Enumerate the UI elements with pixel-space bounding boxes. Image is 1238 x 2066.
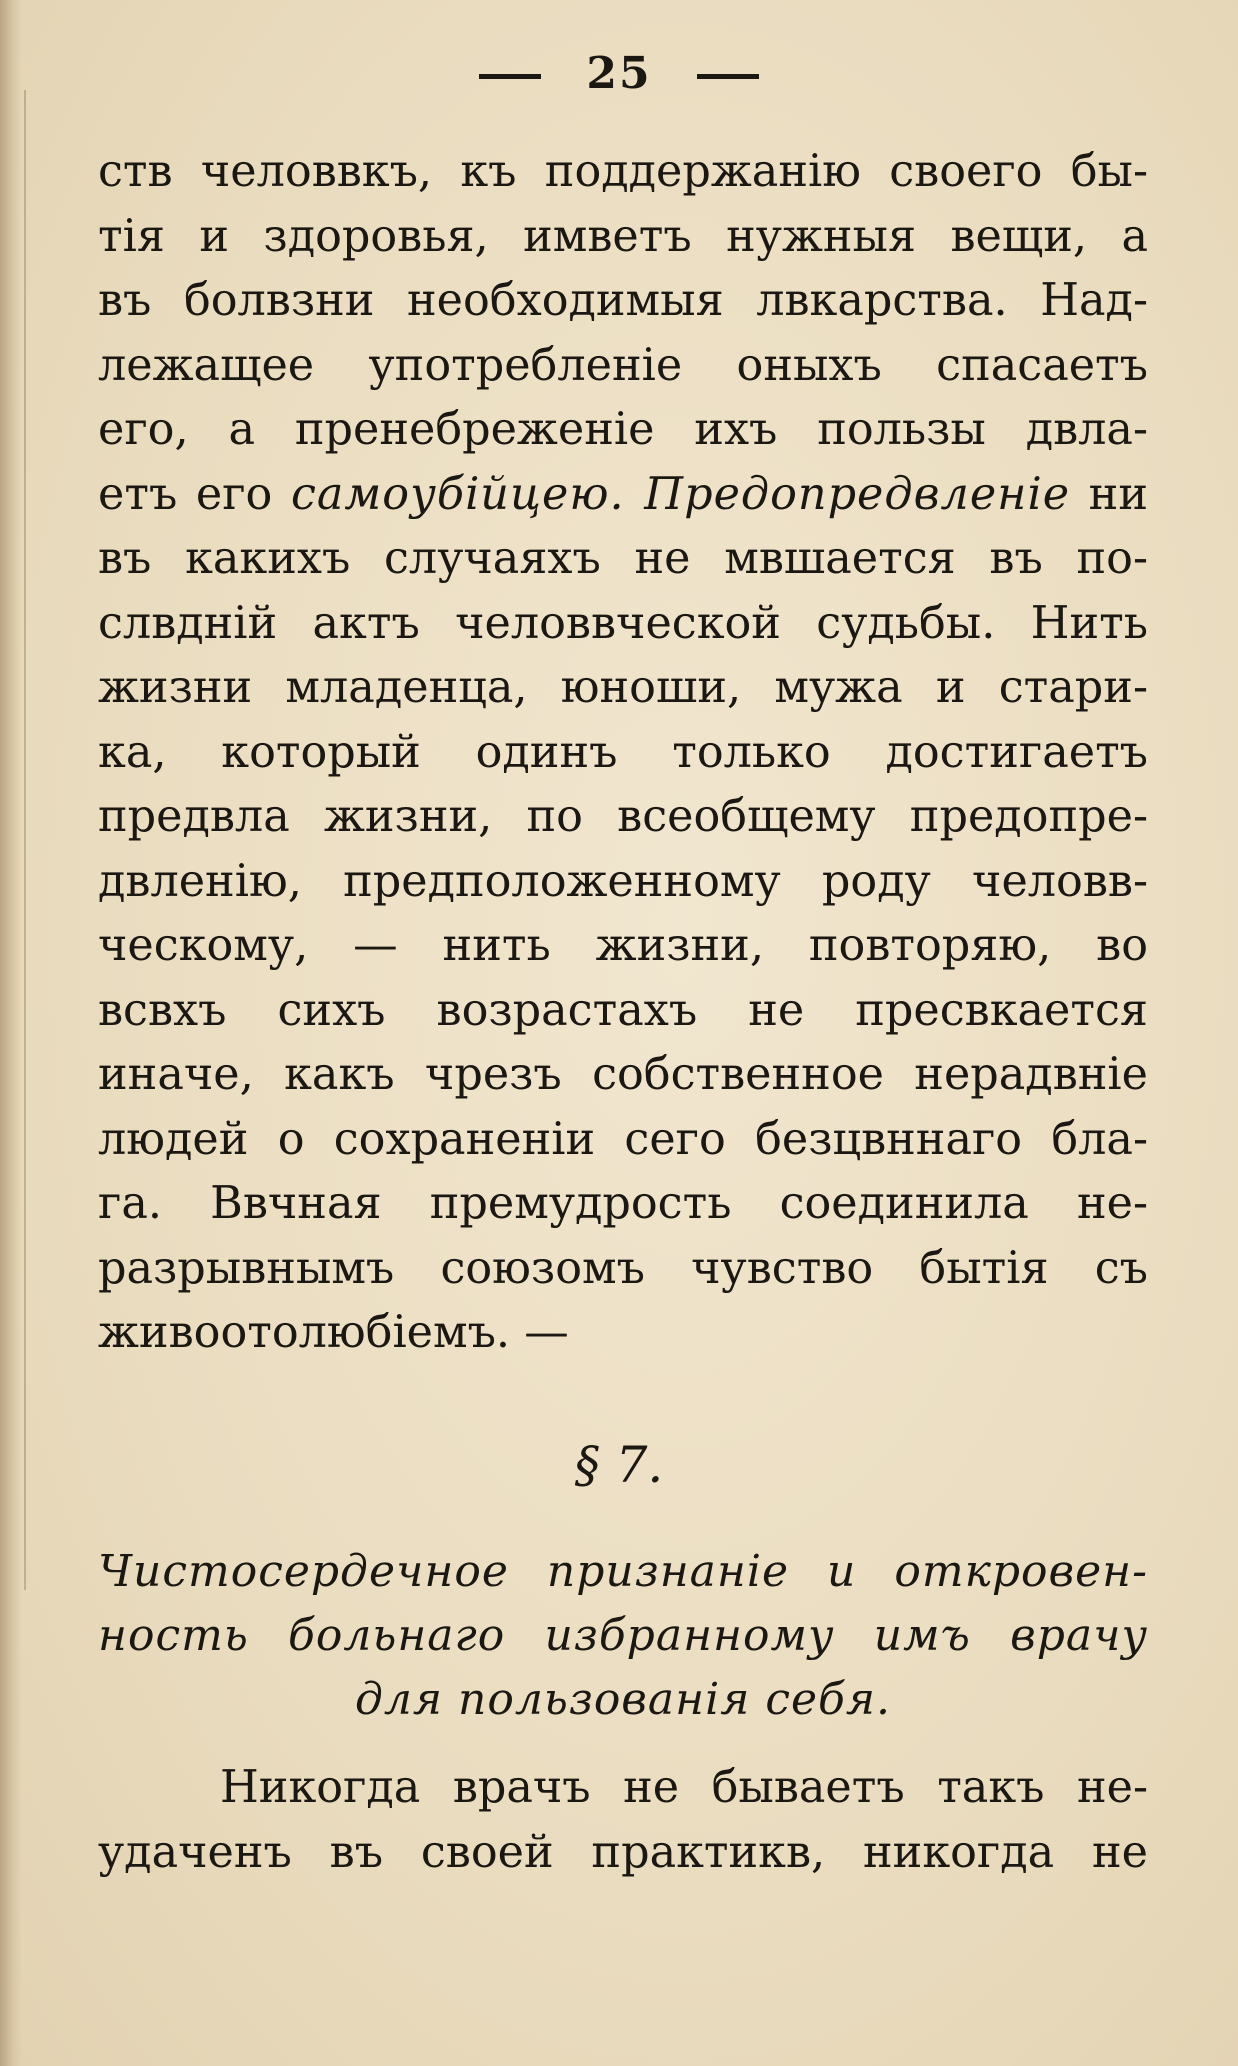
text-line: жизни младенца, юноши, мужа и стари- xyxy=(98,662,1148,713)
italic-phrase: самоубійцею. Предопредвленіе xyxy=(290,468,1071,520)
text-line: га. Ввчная премудрость соединила не- xyxy=(98,1178,1148,1229)
text-line: ств человвкъ, къ поддержанію своего бы- xyxy=(98,146,1148,197)
text-line: разрывнымъ союзомъ чувство бытія съ xyxy=(98,1242,1148,1294)
header-dash-right xyxy=(697,74,759,79)
paragraph-1 xyxy=(98,140,1148,1366)
paragraph-2 xyxy=(98,1756,1148,1885)
text-line: въ болвзни необходимыя лвкарства. Над- xyxy=(98,275,1148,326)
page-number: 25 xyxy=(586,48,652,99)
text-line: удаченъ въ своей практикв, никогда не xyxy=(98,1826,1148,1878)
text-line: иначе, какъ чрезъ собственное нерадвніе xyxy=(98,1049,1148,1100)
heading-line: Чистосердечное признаніе и откровен- xyxy=(98,1546,1148,1597)
page-header xyxy=(0,48,1238,99)
text-line: лежащее употребленіе оныхъ спасаетъ xyxy=(98,339,1148,391)
text-line: ческому, — нить жизни, повторяю, во xyxy=(98,920,1148,971)
text-line: всвхъ сихъ возрастахъ не пресвкается xyxy=(98,984,1148,1036)
text-line: людей о сохраненіи сего безцвннаго бла- xyxy=(98,1113,1148,1165)
text-line: слвдній актъ человвческой судьбы. Нить xyxy=(98,597,1148,649)
heading-line: для пользованія себя. xyxy=(355,1674,891,1725)
section-heading xyxy=(98,1540,1148,1732)
heading-line: ность больнаго избранному имъ врачу xyxy=(98,1610,1148,1661)
text-line: тія и здоровья, имветъ нужныя вещи, а xyxy=(98,210,1148,262)
text-line: етъ его самоубійцею. Предопредвленіе ни xyxy=(98,468,1148,520)
text-line: въ какихъ случаяхъ не мвшается въ по- xyxy=(98,533,1148,584)
text-line: живоотолюбіемъ. — xyxy=(98,1307,569,1358)
section-mark: § 7. xyxy=(574,1436,664,1494)
header-dash-left xyxy=(479,74,541,79)
text-line: его, а пренебреженіе ихъ пользы двла- xyxy=(98,404,1148,455)
text-line: предвла жизни, по всеобщему предопре- xyxy=(98,791,1148,842)
text-line: ка, который одинъ только достигаетъ xyxy=(98,726,1148,778)
text-line: Никогда врачъ не бываетъ такъ не- xyxy=(220,1762,1148,1813)
text-line: двленію, предположенному роду человв- xyxy=(98,855,1148,907)
